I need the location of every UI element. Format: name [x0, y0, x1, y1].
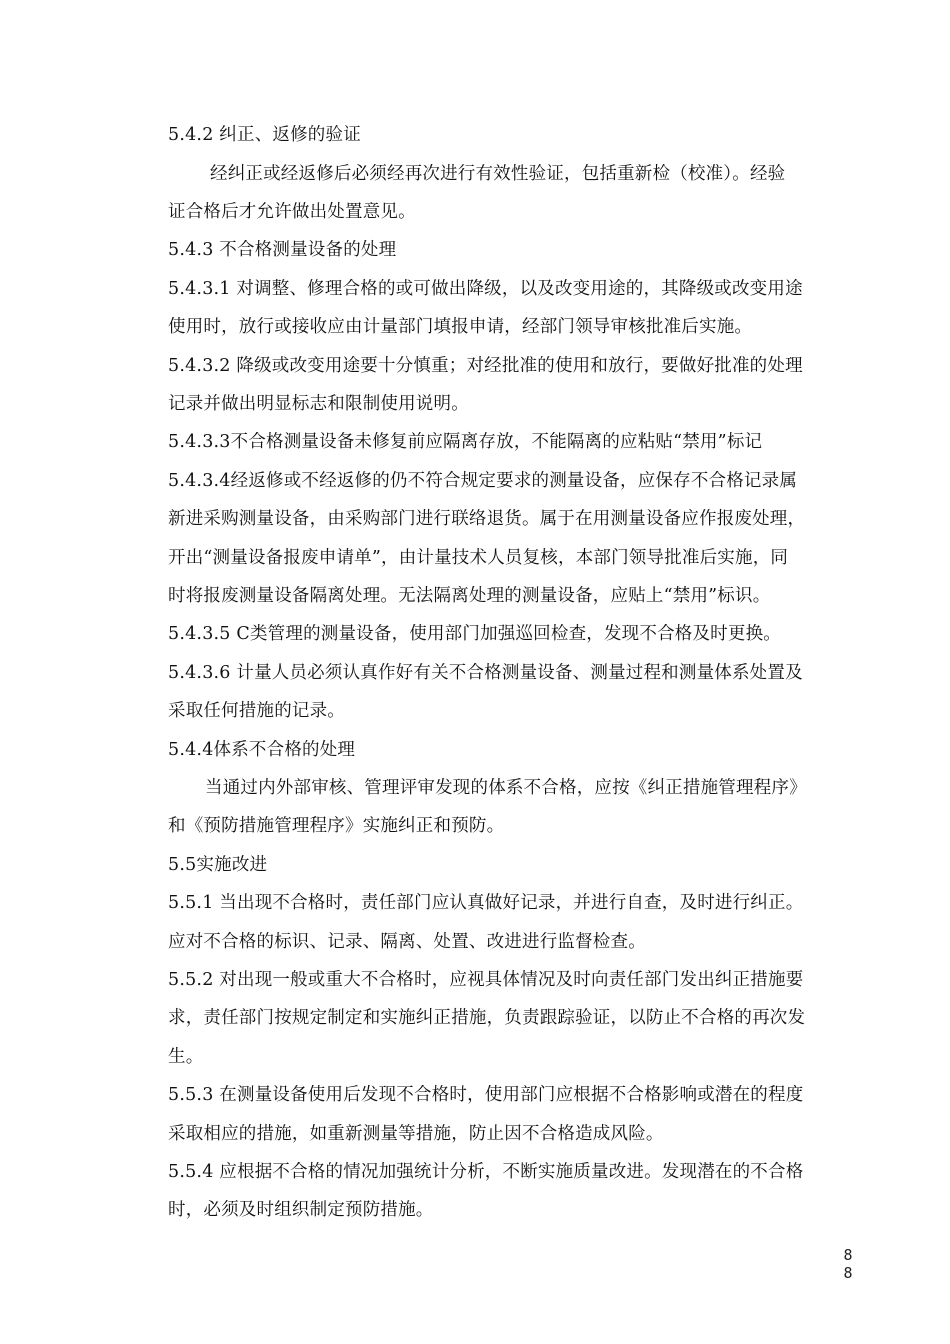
paragraph-line: 使用时，放行或接收应由计量部门填报申请，经部门领导审核批准后实施。	[168, 317, 753, 337]
paragraph-line: 生。	[168, 1047, 204, 1067]
paragraph-line: 经纠正或经返修后必须经再次进行有效性验证，包括重新检（校准）。经验	[210, 164, 786, 184]
paragraph-line: 5.4.3.2 降级或改变用途要十分慎重；对经批准的使用和放行，要做好批准的处理	[168, 356, 803, 376]
paragraph-line: 时将报废测量设备隔离处理。无法隔离处理的测量设备，应贴上“禁用”标识。	[168, 586, 771, 606]
page-number: 8	[843, 1264, 853, 1282]
paragraph-line: 5.5.3 在测量设备使用后发现不合格时，使用部门应根据不合格影响或潜在的程度	[168, 1085, 804, 1105]
paragraph-line: 证合格后才允许做出处置意见。	[168, 202, 416, 222]
paragraph-line: 应对不合格的标识、记录、隔离、处置、改进进行监督检查。	[168, 932, 646, 952]
paragraph-line: 采取任何措施的记录。	[168, 701, 345, 721]
paragraph-line: 5.4.3.5 C类管理的测量设备，使用部门加强巡回检查，发现不合格及时更换。	[168, 624, 781, 644]
paragraph-line: 5.5.1 当出现不合格时，责任部门应认真做好记录，并进行自查，及时进行纠正。	[168, 893, 804, 913]
heading-5-5: 5.5实施改进	[168, 855, 268, 875]
paragraph-line: 5.4.3.3不合格测量设备未修复前应隔离存放，不能隔离的应粘贴“禁用”标记	[168, 432, 763, 452]
paragraph-line: 5.5.2 对出现一般或重大不合格时，应视具体情况及时向责任部门发出纠正措施要	[168, 970, 804, 990]
paragraph-line: 5.4.3.6 计量人员必须认真作好有关不合格测量设备、测量过程和测量体系处置及	[168, 663, 803, 683]
heading-5-4-4: 5.4.4体系不合格的处理	[168, 740, 356, 760]
paragraph-line: 开出“测量设备报废申请单”，由计量技术人员复核，本部门领导批准后实施，同	[168, 548, 789, 568]
paragraph-line: 求，责任部门按规定制定和实施纠正措施，负责跟踪验证，以防止不合格的再次发	[168, 1008, 806, 1028]
page-number: 8	[843, 1246, 853, 1264]
paragraph-line: 时，必须及时组织制定预防措施。	[168, 1200, 434, 1220]
paragraph-line: 5.4.3.1 对调整、修理合格的或可做出降级，以及改变用途的，其降级或改变用途	[168, 279, 803, 299]
paragraph-line: 记录并做出明显标志和限制使用说明。	[168, 394, 469, 414]
paragraph-line: 新进采购测量设备，由采购部门进行联络退货。属于在用测量设备应作报废处理，	[168, 509, 806, 529]
paragraph-line: 当通过内外部审核、管理评审发现的体系不合格，应按《纠正措施管理程序》	[205, 778, 807, 798]
heading-5-4-2: 5.4.2 纠正、返修的验证	[168, 125, 361, 145]
paragraph-line: 和《预防措施管理程序》实施纠正和预防。	[168, 816, 505, 836]
heading-5-4-3: 5.4.3 不合格测量设备的处理	[168, 240, 397, 260]
paragraph-line: 5.4.3.4经返修或不经返修的仍不符合规定要求的测量设备，应保存不合格记录属	[168, 471, 798, 491]
paragraph-line: 5.5.4 应根据不合格的情况加强统计分析，不断实施质量改进。发现潜在的不合格	[168, 1162, 804, 1182]
paragraph-line: 采取相应的措施，如重新测量等措施，防止因不合格造成风险。	[168, 1124, 664, 1144]
